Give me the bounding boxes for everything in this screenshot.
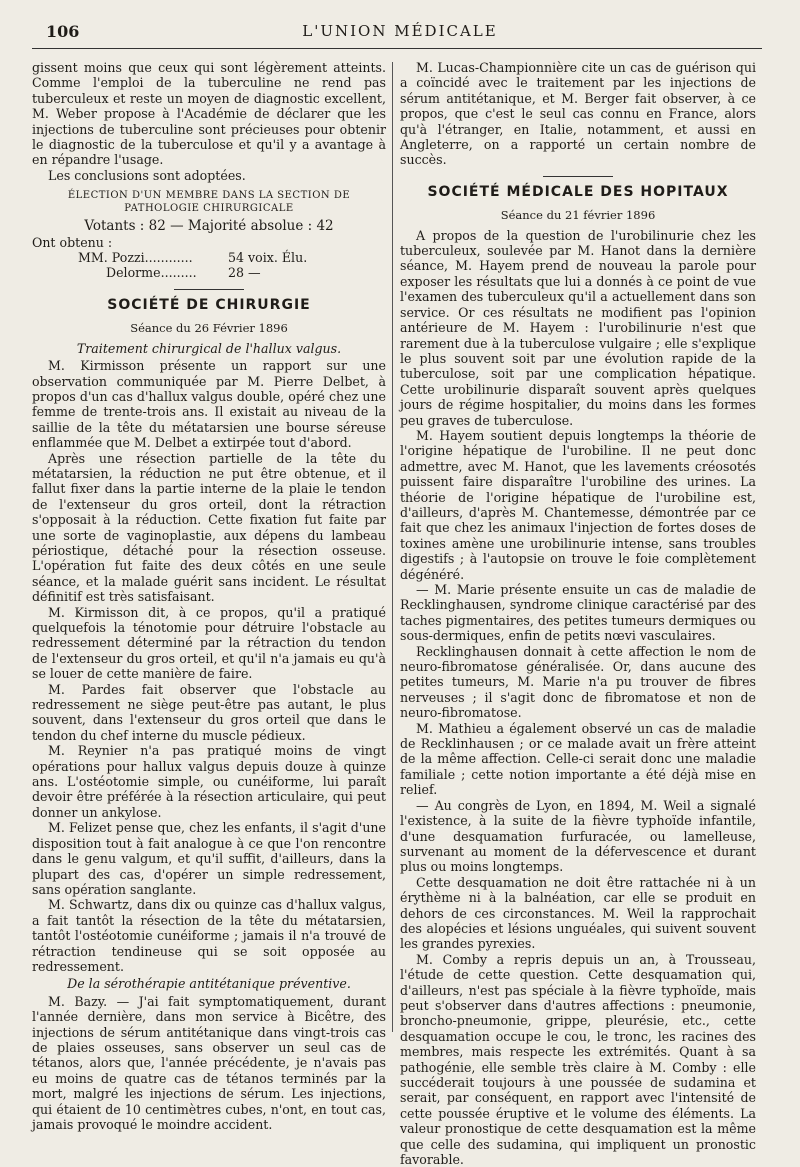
- paragraph: M. Felizet pense que, chez les enfants, il s'agit d'une disposition tout à fait analogue à ce que l'on rencontre dans le genu valgum, et qu'il suffit, d'ailleurs, dans la plupart des cas, d'opérer un simple redressement, sans opération sanglante.: [32, 820, 386, 897]
- paragraph: Cette desquamation ne doit être rattachée ni à un érythème ni à la balnéation, car elle se produit en dehors de ces circonstances. M. Weil la rapprochait des alopécies et lésions unguéales, qui suivent souvent les grandes pyrexies.: [400, 874, 756, 952]
- paragraph: M. Reynier n'a pas pratiqué moins de vingt opérations pour hallux valgus depuis douze à quinze ans. L'ostéotomie simple, ou cunéiforme, lui paraît devoir être préférée à la résection articulaire, qui peut donner un ankylose.: [32, 743, 386, 820]
- candidate-name: Delorme.........: [106, 265, 197, 281]
- paragraph: M. Bazy. — J'ai fait symptomatiquement, durant l'année dernière, dans mon service à Bicêtre, des injections de sérum antitétanique dans vingt-trois cas de plaies osseuses, sans observer un seul cas de tétanos, alors que, l'année précédente, je n'avais pas eu moins de quatre cas de tétanos terminés par la mort, malgré les injections de sérum. Les injections, qui étaient de 10 centimètres cubes, n'ont, en tout cas, jamais provoqué le moindre accident.: [32, 993, 386, 1132]
- paragraph: M. Kirmisson dit, à ce propos, qu'il a pratiqué quelquefois la ténotomie pour détruire l'obstacle au redressement déterminé par la rétraction du tendon de l'extenseur du gros orteil, et qu'il n'a jamais eu qu'à se louer de cette manière de faire.: [32, 604, 386, 682]
- paragraph: — Au congrès de Lyon, en 1894, M. Weil a signalé l'existence, à la suite de la fièvre typhoïde infantile, d'une desquamation furfuracée, ou lamelleuse, survenant au moment de la défervescence et durant plus ou moins longtemps.: [400, 797, 756, 875]
- paragraph: M. Schwartz, dans dix ou quinze cas d'hallux valgus, a fait tantôt la résection de la tête du métatarsien, tantôt l'ostéotomie cunéiforme ; jamais il n'a trouvé de rétraction tendineuse qui se soit opposée au redressement.: [32, 897, 386, 974]
- paragraph: gissent moins que ceux qui sont légèrement atteints. Comme l'emploi de la tuberculine ne rend pas tuberculeux et reste un moyen de diagnostic excellent, M. Weber propose à l'Académie de déclarer que les injections de tuberculine sont précieuses pour obtenir le diagnostic de la tuberculose et qu'il y a avantage à en répandre l'usage.: [32, 60, 386, 168]
- subtitle: Traitement chirurgical de l'hallux valgus.: [76, 340, 342, 356]
- page-number: 106: [46, 22, 80, 41]
- paragraph: Après une résection partielle de la tête du métatarsien, la réduction ne put être obtenue, et il fallut fixer dans la partie interne de la plaie le tendon de l'extenseur du gros orteil, dont la rétraction s'opposait à la réduction. Cette fixation fut faite par une sorte de vaginoplastie, aux dépens du lambeau périostique, détaché pour la résection osseuse. L'opération fut faite des deux côtés en une seule séance, et la malade guérit sans incident. Le résultat définitif est très satisfaisant.: [32, 450, 386, 605]
- paragraph: M. Kirmisson présente un rapport sur une observation communiquée par M. Pierre Delbet, à propos d'un cas d'hallux valgus double, opéré chez une femme de trente-trois ans. Il existait au niveau de la saillie de la tête du métatarsien une bourse séreuse enflammée que M. Delbet a extirpée tout d'abord.: [32, 358, 386, 451]
- section-title: SOCIÉTÉ DE CHIRURGIE: [107, 296, 311, 313]
- votants-line: Votants : 82 — Majorité absolue : 42: [84, 218, 334, 235]
- paragraph: M. Hayem soutient depuis longtemps la théorie de l'origine hépatique de l'urobiline. Il ne peut donc admettre, avec M. Hanot, que les lavements créosotés puissent faire disparaître l'urobiline des urines. La théorie de l'origine hépatique de l'urobiline est, d'ailleurs, d'après M. Chantemesse, démontrée par ce fait que chez les animaux l'injection de fortes doses de toxines amène une urobilinurie intense, sans troubles digestifs ; à l'autopsie on trouve le foie complètement dégénéré.: [400, 427, 756, 582]
- paragraph: M. Mathieu a également observé un cas de maladie de Recklinhausen ; or ce malade avait un frère atteint de la même affection. Celle-ci serait donc une maladie familiale ; cette notion importante a été déjà mise en relief.: [400, 720, 756, 798]
- candidate-result: 28 —: [228, 265, 261, 281]
- candidate-result: 54 voix. Élu.: [228, 250, 308, 266]
- candidate-name: MM. Pozzi............: [78, 250, 193, 266]
- section-rule: [174, 289, 244, 290]
- page-header: [30, 16, 770, 46]
- section-rule: [543, 176, 613, 177]
- vote-row: [32, 265, 386, 280]
- subtitle: De la sérothérapie antitétanique préventive.: [67, 976, 351, 992]
- section-title: SOCIÉTÉ MÉDICALE DES HOPITAUX: [427, 183, 729, 200]
- election-heading: ÉLECTION D'UN MEMBRE DANS LA SECTION DE PATHOLOGIE CHIRURGICALE: [67, 190, 351, 215]
- column-divider: [392, 62, 393, 1032]
- paragraph: — M. Marie présente ensuite un cas de maladie de Recklinghausen, syndrome clinique caractérisé par des taches pigmentaires, des petites tumeurs dermiques ou sous-dermiques, enfin de petits nœvi vasculaires.: [400, 582, 756, 644]
- seance-date: Séance du 26 Février 1896: [130, 321, 288, 336]
- paragraph: A propos de la question de l'urobilinurie chez les tuberculeux, soulevée par M. Hanot dans la dernière séance, M. Hayem prend de nouveau la parole pour exposer les résultats que lui a donnés à ce point de vue l'examen des tuberculeux qu'il a actuellement dans son service. Or ces résultats ne modifient pas l'opinion antérieure de M. Hayem : l'urobilinurie n'est que rarement due à la tuberculose vulgaire ; elle s'explique le plus souvent soit par une évolution rapide de la tuberculose, soit par une complication hépatique. Cette urobilinurie disparaît souvent après quelques jours de régime hospitalier, du moins dans les formes peu graves de tuberculose.: [400, 227, 756, 428]
- header-rule: [32, 48, 762, 49]
- paragraph: Les conclusions sont adoptées.: [48, 167, 246, 183]
- obtenu-line: Ont obtenu :: [32, 234, 113, 250]
- paragraph: M. Lucas-Championnière cite un cas de guérison qui a coïncidé avec le traitement par les injections de sérum antitétanique, et M. Berger fait observer, à ce propos, que c'est le seul cas connu en France, alors qu'à l'étranger, en Italie, notamment, et aussi en Angleterre, on a rapporté un certain nombre de succès.: [400, 60, 756, 168]
- paragraph: Recklinghausen donnait à cette affection le nom de neuro-fibromatose généralisée. Or, dans aucune des petites tumeurs, M. Marie n'a pu trouver de fibres nerveuses ; il s'agit donc de fibromatose et non de neuro-fibromatose.: [400, 643, 756, 721]
- running-title: L'UNION MÉDICALE: [302, 22, 498, 40]
- left-column: [32, 60, 386, 1132]
- right-column: [400, 60, 756, 1167]
- paragraph: M. Comby a repris depuis un an, à Trousseau, l'étude de cette question. Cette desquamation qui, d'ailleurs, n'est pas spéciale à la fièvre typhoïde, mais peut s'observer dans d'autres affections : pneumonie, broncho-pneumonie, grippe, pleurésie, etc., cette desquamation occupe le cou, le tronc, les racines des membres, mais respecte les extrémités. Quant à sa pathogénie, elle semble très claire à M. Comby : elle succéderait toujours à une poussée de sudamina et serait, par conséquent, en rapport avec l'intensité de cette poussée éruptive et le volume des éléments. La valeur pronostique de cette desquamation est la même que celle des sudamina, qui impliquent un pronostic favorable.: [400, 951, 756, 1167]
- paragraph: M. Pardes fait observer que l'obstacle au redressement ne siège peut-être pas autant, le plus souvent, dans l'extenseur du gros orteil que dans le tendon du chef interne du muscle pédieux.: [32, 681, 386, 743]
- vote-row: [32, 250, 386, 265]
- seance-date: Séance du 21 février 1896: [500, 208, 656, 223]
